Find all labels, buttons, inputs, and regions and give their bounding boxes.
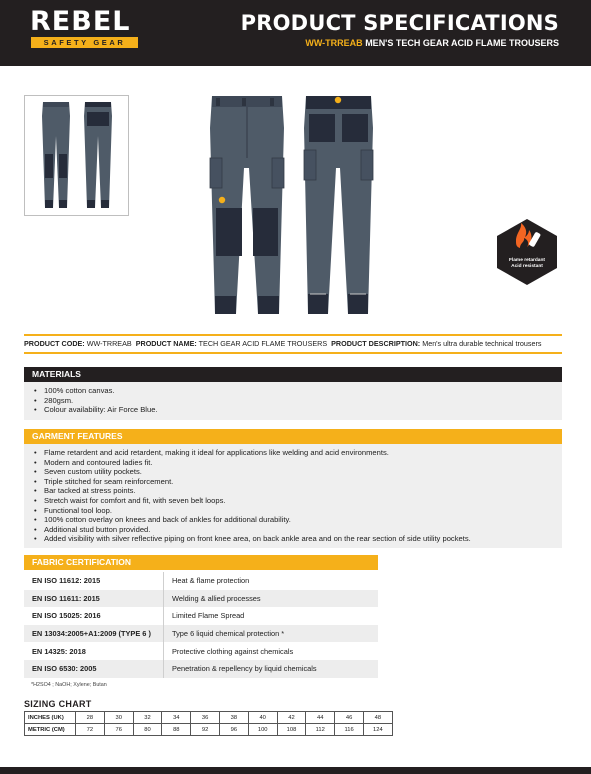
size-cell: 34 (162, 712, 191, 724)
materials-item: • 280gsm. (34, 396, 562, 406)
sizing-row-label: METRIC (CM) (25, 724, 76, 736)
size-cell: 72 (76, 724, 105, 736)
certification-row (24, 625, 378, 643)
size-cell: 28 (76, 712, 105, 724)
certification-standard: EN ISO 11612: 2015 (24, 572, 164, 590)
product-main-image (206, 88, 376, 318)
size-cell: 80 (133, 724, 162, 736)
certification-standard: EN 14325: 2018 (24, 642, 164, 660)
divider-top (24, 334, 562, 336)
certification-row (24, 572, 378, 590)
certification-description: Penetration & repellency by liquid chemicals (172, 664, 317, 674)
feature-item: • Stretch waist for comfort and fit, with seven belt loops. (34, 496, 562, 506)
feature-item: • Additional stud button provided. (34, 525, 562, 535)
feature-item: • 100% cotton overlay on knees and back of ankles for additional durability. (34, 515, 562, 525)
size-cell: 30 (104, 712, 133, 724)
badge-line-2: Acid resistant (511, 264, 543, 269)
certification-description: Protective clothing against chemicals (172, 646, 294, 656)
feature-item: • Functional tool loop. (34, 506, 562, 516)
sizing-row-label: INCHES (UK) (25, 712, 76, 724)
size-cell: 112 (306, 724, 335, 736)
badge-line-1: Flame retardant (509, 258, 545, 263)
header-bar (0, 0, 591, 66)
page-title: PRODUCT SPECIFICATIONS (240, 11, 559, 35)
materials-section (24, 382, 562, 420)
back-view (304, 96, 373, 314)
size-cell: 46 (335, 712, 364, 724)
garment-features-section (24, 444, 562, 548)
certification-row (24, 660, 378, 678)
size-cell: 124 (363, 724, 392, 736)
size-cell: 42 (277, 712, 306, 724)
fabric-certification-heading: FABRIC CERTIFICATION (24, 555, 378, 570)
product-name-value: TECH GEAR ACID FLAME TROUSERS (198, 339, 328, 348)
product-description-value: Men's ultra durable technical trousers (422, 339, 542, 348)
product-subtitle (305, 38, 559, 49)
feature-item: • Modern and contoured ladies fit. (34, 458, 562, 468)
divider-bottom (24, 352, 562, 354)
certification-description: Limited Flame Spread (172, 611, 245, 621)
brand-logo: REBEL (30, 6, 131, 37)
certification-description: Type 6 liquid chemical protection * (172, 629, 285, 639)
certification-row (24, 642, 378, 660)
garment-features-heading: GARMENT FEATURES (24, 429, 562, 444)
size-cell: 44 (306, 712, 335, 724)
feature-item: • Triple stitched for seam reinforcement. (34, 477, 562, 487)
certification-standard: EN ISO 11611: 2015 (24, 590, 164, 608)
sizing-chart-heading: SIZING CHART (24, 699, 92, 709)
sizing-table (24, 711, 393, 736)
size-cell: 40 (248, 712, 277, 724)
size-cell: 76 (104, 724, 133, 736)
certification-standard: EN ISO 6530: 2005 (24, 660, 164, 678)
size-cell: 116 (335, 724, 364, 736)
brand-tagline: SAFETY GEAR (31, 37, 138, 48)
certification-description: Welding & allied processes (172, 593, 261, 603)
product-thumbnail (24, 95, 129, 216)
size-cell: 36 (191, 712, 220, 724)
product-name-label: PRODUCT NAME: (135, 339, 197, 348)
size-cell: 108 (277, 724, 306, 736)
flame-acid-badge (494, 217, 560, 287)
certification-standard: EN 13034:2005+A1:2009 (TYPE 6 ) (24, 625, 164, 643)
feature-item: • Flame retardent and acid retardent, making it ideal for applications like welding and acid environments. (34, 448, 562, 458)
size-cell: 88 (162, 724, 191, 736)
materials-item: • Colour availability: Air Force Blue. (34, 405, 562, 415)
feature-item: • Bar tacked at stress points. (34, 486, 562, 496)
materials-heading: MATERIALS (24, 367, 562, 382)
certification-row (24, 590, 378, 608)
size-cell: 32 (133, 712, 162, 724)
feature-item: • Seven custom utility pockets. (34, 467, 562, 477)
product-info-line (24, 338, 564, 349)
materials-item: • 100% cotton canvas. (34, 386, 562, 396)
certification-standard: EN ISO 15025: 2016 (24, 607, 164, 625)
size-cell: 100 (248, 724, 277, 736)
size-cell: 96 (219, 724, 248, 736)
trousers-front-back-image (206, 88, 376, 318)
product-code-label: PRODUCT CODE: (24, 339, 85, 348)
certification-description: Heat & flame protection (172, 576, 250, 586)
chemical-footnote: *H2SO4 ; NaOH; Xylene; Butan (31, 682, 107, 688)
sizing-row-metric (25, 724, 393, 736)
front-view (210, 96, 284, 314)
footer-bar (0, 767, 591, 774)
trousers-thumbnail-image (25, 96, 128, 215)
subtitle-product-name: MEN'S TECH GEAR ACID FLAME TROUSERS (365, 38, 559, 48)
product-description-label: PRODUCT DESCRIPTION: (331, 339, 421, 348)
size-cell: 48 (363, 712, 392, 724)
sizing-row-inches (25, 712, 393, 724)
subtitle-product-code: WW-TRREAB (305, 38, 363, 48)
feature-item: • Added visibility with silver reflective piping on front knee area, on back ankle area and on the rear section of side utility pockets. (34, 534, 562, 544)
product-code-value: WW-TRREAB (86, 339, 132, 348)
certification-row (24, 607, 378, 625)
certification-table (24, 572, 378, 678)
hexagon-badge-icon (494, 217, 560, 287)
size-cell: 92 (191, 724, 220, 736)
size-cell: 38 (219, 712, 248, 724)
